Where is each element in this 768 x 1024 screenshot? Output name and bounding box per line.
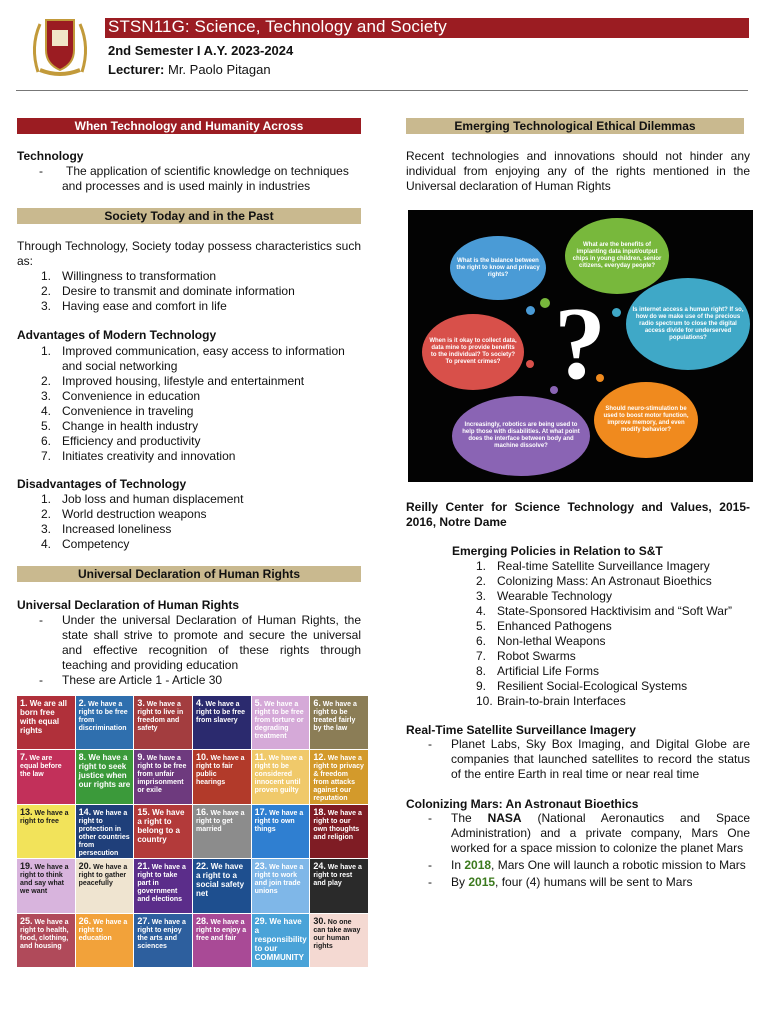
mars-1-text: (National Aeronautics and Space Administration) and a private company, Mars One worked for a space mission to colonize the planet Mars bbox=[451, 811, 750, 855]
university-logo bbox=[28, 12, 92, 80]
human-right-tile bbox=[252, 696, 310, 749]
reilly-center-credit: Reilly Center for Science Technology and Values, 2015-2016, Notre Dame bbox=[406, 500, 750, 529]
article-number: 20. bbox=[78, 861, 92, 872]
disadvantage-item-text: Increased loneliness bbox=[62, 522, 172, 536]
human-right-tile bbox=[17, 805, 75, 858]
article-number: 16. bbox=[196, 806, 209, 817]
policy-item-text: Resilient Social-Ecological Systems bbox=[497, 679, 688, 693]
list-number: 3. bbox=[41, 299, 52, 313]
article-text: We have a right to be treated fairly by the law bbox=[313, 701, 357, 732]
policy-item-text: Enhanced Pathogens bbox=[497, 619, 612, 633]
udhr-point-text: Under the universal Declaration of Human Rights, the state shall strive to promote and secure the universal and effective recognition of these rights through teaching and providing education bbox=[62, 613, 361, 672]
human-rights-grid bbox=[17, 696, 368, 967]
article-text: We have a right to belong to a country bbox=[137, 807, 185, 844]
characteristic-item-text: Having ease and comfort in life bbox=[62, 299, 227, 313]
list-number: 5. bbox=[476, 619, 487, 633]
advantage-item-text: Change in health industry bbox=[62, 419, 199, 433]
advantage-item bbox=[17, 374, 363, 389]
udhr-points bbox=[17, 613, 361, 688]
list-number: 1. bbox=[476, 559, 487, 573]
article-number: 21. bbox=[137, 861, 150, 872]
disadvantage-item bbox=[17, 492, 363, 507]
advantage-item bbox=[17, 449, 363, 464]
characteristic-item bbox=[17, 284, 363, 299]
rtssi-point: - Planet Labs, Sky Box Imaging, and Digital Globe are companies that launched satellites to record the status of the entire Earth in real time or near real time bbox=[428, 737, 750, 781]
article-number: 23. bbox=[254, 861, 268, 872]
article-text: We have a right to a social safety net bbox=[196, 862, 245, 899]
bubble bbox=[540, 298, 550, 308]
human-right-tile bbox=[134, 859, 192, 912]
human-right-tile bbox=[134, 696, 192, 749]
udhr-point: - These are Article 1 - Article 30 bbox=[39, 673, 223, 687]
policy-item-text: Artificial Life Forms bbox=[497, 664, 600, 678]
mars-3-prefix: By bbox=[451, 875, 469, 889]
question-mark: ? bbox=[554, 286, 606, 401]
article-number: 27. bbox=[137, 915, 150, 926]
policies-heading: Emerging Policies in Relation to S&T bbox=[452, 544, 663, 558]
article-text: We have a right to our own thoughts and religion bbox=[313, 809, 362, 841]
advantage-item-text: Improved communication, easy access to information and social networking bbox=[62, 344, 345, 373]
article-number: 9. bbox=[137, 752, 145, 763]
human-right-tile bbox=[252, 859, 310, 912]
thought-cloud: When is it okay to collect data, data mine to provide benefits to the individual? To society? To prevent crimes? bbox=[422, 314, 524, 390]
article-text: We have a right to be considered innocent until proven guilty bbox=[254, 755, 303, 795]
article-number: 26. bbox=[78, 915, 92, 926]
advantages-heading: Advantages of Modern Technology bbox=[17, 328, 217, 342]
human-right-tile bbox=[310, 914, 368, 967]
article-number: 15. bbox=[137, 806, 150, 817]
section-band-society: Society Today and in the Past bbox=[17, 208, 361, 224]
mars-2-prefix: In bbox=[451, 858, 465, 872]
article-text: We are equal before the law bbox=[20, 755, 62, 779]
lecturer-line bbox=[108, 62, 271, 77]
list-number: 2. bbox=[476, 574, 487, 588]
article-number: 19. bbox=[20, 861, 33, 872]
list-number: 1. bbox=[41, 492, 52, 506]
human-right-tile bbox=[193, 859, 251, 912]
human-right-tile bbox=[193, 696, 251, 749]
article-text: We have a right to rest and play bbox=[313, 864, 362, 888]
list-number: 7. bbox=[476, 649, 487, 663]
characteristics-list bbox=[17, 269, 363, 314]
policy-item-text: Wearable Technology bbox=[497, 589, 612, 603]
human-right-tile bbox=[193, 914, 251, 967]
human-right-tile bbox=[252, 914, 310, 967]
mars-1-prefix: The bbox=[451, 811, 488, 825]
human-right-tile bbox=[310, 859, 368, 912]
policy-item-text: State-Sponsored Hacktivisim and “Soft War” bbox=[497, 604, 732, 618]
human-right-tile bbox=[134, 914, 192, 967]
article-number: 30. bbox=[313, 915, 326, 926]
human-right-tile bbox=[76, 750, 134, 803]
article-number: 10. bbox=[196, 752, 209, 763]
lecturer-label: Lecturer: bbox=[108, 62, 165, 77]
list-number: 3. bbox=[476, 589, 487, 603]
policy-item-text: Robot Swarms bbox=[497, 649, 576, 663]
article-number: 28. bbox=[196, 915, 209, 926]
article-text: We have a right to health, food, clothing, and housing bbox=[20, 918, 69, 950]
society-intro: Through Technology, Society today possess characteristics such as: bbox=[17, 239, 361, 268]
section-band-technology-humanity: When Technology and Humanity Across bbox=[17, 118, 361, 134]
article-text: We have a right to be free from torture or degrading treatment bbox=[254, 701, 304, 740]
article-text: We are all born free with equal rights bbox=[20, 699, 67, 735]
article-text: We have a responsibility to our COMMUNITY bbox=[254, 916, 307, 962]
article-number: 2. bbox=[78, 698, 87, 708]
article-text: We have a right to protection in other countries from persecution bbox=[78, 809, 130, 857]
list-number: 2. bbox=[41, 284, 52, 298]
human-right-tile bbox=[193, 805, 251, 858]
article-text: We have a right to work and join trade unions bbox=[254, 864, 304, 896]
list-number: 2. bbox=[41, 374, 52, 388]
article-number: 3. bbox=[137, 698, 145, 708]
mars-3-text: , four (4) humans will be sent to Mars bbox=[495, 875, 693, 889]
human-right-tile bbox=[310, 805, 368, 858]
page-title: STSN11G: Science, Technology and Society bbox=[108, 17, 447, 36]
article-number: 29. bbox=[254, 915, 268, 926]
list-number: 7. bbox=[41, 449, 52, 463]
disadvantage-item bbox=[17, 522, 363, 537]
advantage-item-text: Improved housing, lifestyle and entertainment bbox=[62, 374, 305, 388]
list-number: 4. bbox=[476, 604, 487, 618]
article-number: 14. bbox=[78, 806, 92, 817]
ethical-dilemmas-image bbox=[408, 210, 753, 482]
header-divider bbox=[16, 90, 748, 91]
technology-heading: Technology bbox=[17, 149, 84, 163]
policy-item bbox=[452, 679, 752, 694]
advantage-item-text: Initiates creativity and innovation bbox=[62, 449, 236, 463]
characteristic-item bbox=[17, 299, 363, 314]
human-right-tile bbox=[134, 805, 192, 858]
list-number: 2. bbox=[41, 507, 52, 521]
disadvantages-list bbox=[17, 492, 363, 552]
thought-cloud: Is internet access a human right? If so, how do we make use of the precious radio spectrum to close the digital access divide for underserved populations? bbox=[626, 278, 750, 370]
human-right-tile bbox=[76, 805, 134, 858]
article-text: We have a right to be free from unfair imprisonment or exile bbox=[137, 755, 187, 795]
list-number: 3. bbox=[41, 522, 52, 536]
article-number: 11. bbox=[254, 752, 267, 763]
list-number: 6. bbox=[476, 634, 487, 648]
policies-list bbox=[452, 559, 752, 709]
article-number: 13. bbox=[20, 806, 33, 817]
advantage-item bbox=[17, 434, 363, 449]
human-right-tile bbox=[252, 805, 310, 858]
list-number: 3. bbox=[41, 389, 52, 403]
policy-item-text: Real-time Satellite Surveillance Imagery bbox=[497, 559, 710, 573]
list-number: 1. bbox=[41, 269, 52, 283]
policy-item bbox=[452, 664, 752, 679]
policy-item bbox=[452, 694, 752, 709]
mars-points: - The NASA (National Aeronautics and Space Administration) and a private company, Mars One worked for a space mission to colonize the planet Mars - In 2018, Mars One will launch a robotic mission to Mars - By 2015, four (4) humans will be sent to Mars bbox=[428, 811, 750, 889]
advantage-item-text: Convenience in traveling bbox=[62, 404, 194, 418]
article-text: We have a right to gather peacefully bbox=[78, 864, 128, 888]
advantage-item bbox=[17, 419, 363, 434]
advantage-item-text: Efficiency and productivity bbox=[62, 434, 201, 448]
bubble bbox=[526, 360, 534, 368]
thought-cloud: What is the balance between the right to know and privacy rights? bbox=[450, 236, 546, 300]
article-text: We have a right to enjoy a free and fair bbox=[196, 918, 247, 942]
article-number: 18. bbox=[313, 806, 326, 817]
article-number: 7. bbox=[20, 752, 28, 763]
disadvantage-item-text: World destruction weapons bbox=[62, 507, 207, 521]
human-right-tile bbox=[252, 750, 310, 803]
human-right-tile bbox=[310, 696, 368, 749]
bubble bbox=[612, 308, 621, 317]
advantage-item bbox=[17, 404, 363, 419]
nasa-label: NASA bbox=[487, 811, 522, 825]
article-text: We have a right to enjoy the arts and sciences bbox=[137, 918, 186, 950]
human-right-tile bbox=[76, 859, 134, 912]
thought-cloud: What are the benefits of implanting data input/output chips in young children, senior citizens, everyday people? bbox=[565, 218, 669, 294]
article-text: We have a right to privacy & freedom from attacks against our reputation bbox=[313, 755, 364, 803]
article-text: We have a right to education bbox=[78, 918, 128, 942]
technology-definition-text: The application of scientific knowledge on techniques and processes and is used mainly in industries bbox=[62, 164, 349, 193]
disadvantages-heading: Disadvantages of Technology bbox=[17, 477, 187, 491]
rtssi-text: Planet Labs, Sky Box Imaging, and Digital Globe are companies that launched satellites to record the status of the entire Earth in real time or near real time bbox=[451, 737, 750, 781]
human-right-tile bbox=[310, 750, 368, 803]
advantage-item bbox=[17, 389, 363, 404]
policy-item bbox=[452, 619, 752, 634]
year-2018: 2018 bbox=[464, 858, 492, 872]
article-text: We have a right to seek justice when our rights are bbox=[78, 753, 131, 790]
article-number: 6. bbox=[313, 698, 321, 708]
article-text: We have a right to be free from discrimination bbox=[78, 701, 128, 732]
mars-2-text: , Mars One will launch a robotic mission to Mars bbox=[491, 858, 746, 872]
article-text: We have a right to free bbox=[20, 809, 69, 825]
section-band-udhr: Universal Declaration of Human Rights bbox=[17, 566, 361, 582]
article-text: We have a right to be free from slavery bbox=[196, 701, 246, 724]
characteristic-item-text: Desire to transmit and dominate information bbox=[62, 284, 295, 298]
article-number: 4. bbox=[196, 698, 204, 708]
article-number: 17. bbox=[254, 806, 268, 817]
article-text: We have a right to take part in government and elections bbox=[137, 864, 186, 904]
article-text: We have a right to live in freedom and safety bbox=[137, 701, 184, 732]
article-text: We have a right to fair public hearings bbox=[196, 755, 245, 787]
mars-heading: Colonizing Mars: An Astronaut Bioethics bbox=[406, 797, 639, 811]
list-number: 4. bbox=[41, 537, 52, 551]
lecturer-name: Mr. Paolo Pitagan bbox=[167, 62, 271, 77]
disadvantage-item-text: Job loss and human displacement bbox=[62, 492, 244, 506]
list-number: 8. bbox=[476, 664, 487, 678]
human-right-tile bbox=[76, 914, 134, 967]
article-number: 25. bbox=[20, 915, 33, 926]
list-number: 4. bbox=[41, 404, 52, 418]
article-number: 8. bbox=[78, 752, 87, 763]
disadvantage-item bbox=[17, 537, 363, 552]
article-text: We have a right to get married bbox=[196, 809, 245, 833]
thought-cloud: Should neuro-stimulation be used to boost motor function, improve memory, and even modify behavior? bbox=[594, 382, 698, 458]
human-right-tile bbox=[17, 914, 75, 967]
characteristic-item-text: Willingness to transformation bbox=[62, 269, 217, 283]
policy-item bbox=[452, 589, 752, 604]
advantage-item bbox=[17, 344, 363, 374]
list-number: 1. bbox=[41, 344, 52, 358]
disadvantage-item-text: Competency bbox=[62, 537, 130, 551]
semester-label: 2nd Semester I A.Y. 2023-2024 bbox=[108, 43, 294, 58]
technology-definition: - The application of scientific knowledge on techniques and processes and is used mainly in industries bbox=[39, 164, 349, 193]
policy-item bbox=[452, 559, 752, 574]
udhr-point-text: These are Article 1 - Article 30 bbox=[62, 673, 223, 687]
advantage-item-text: Convenience in education bbox=[62, 389, 201, 403]
characteristic-item bbox=[17, 269, 363, 284]
article-number: 12. bbox=[313, 752, 326, 763]
policy-item-text: Brain-to-brain Interfaces bbox=[497, 694, 626, 708]
article-number: 1. bbox=[20, 698, 28, 708]
policy-item-text: Colonizing Mass: An Astronaut Bioethics bbox=[497, 574, 712, 588]
policy-item bbox=[452, 574, 752, 589]
human-right-tile bbox=[134, 750, 192, 803]
disadvantage-item bbox=[17, 507, 363, 522]
udhr-heading: Universal Declaration of Human Rights bbox=[17, 598, 240, 612]
bubble bbox=[526, 306, 535, 315]
list-number: 5. bbox=[41, 419, 52, 433]
list-number: 9. bbox=[476, 679, 487, 693]
advantages-list bbox=[17, 344, 363, 464]
human-right-tile bbox=[193, 750, 251, 803]
section-band-ethical-dilemmas: Emerging Technological Ethical Dilemmas bbox=[406, 118, 744, 134]
list-number: 6. bbox=[41, 434, 52, 448]
policy-item bbox=[452, 634, 752, 649]
human-right-tile bbox=[76, 696, 134, 749]
thought-cloud: Increasingly, robotics are being used to help those with disabilities. At what point does the interface between body and machine dissolve? bbox=[452, 396, 590, 476]
list-number: 10. bbox=[476, 694, 493, 708]
rtssi-heading: Real-Time Satellite Surveillance Imagery bbox=[406, 723, 636, 737]
dilemmas-intro: Recent technologies and innovations should not hinder any individual from enjoying any of the rights mentioned in the Universal declaration of Human Rights bbox=[406, 149, 750, 193]
article-number: 22. bbox=[196, 861, 209, 872]
article-text: We have a right to own things bbox=[254, 809, 304, 833]
article-text: No one can take away our human rights bbox=[313, 918, 361, 950]
human-right-tile bbox=[17, 859, 75, 912]
policy-item bbox=[452, 604, 752, 619]
udhr-point: - Under the universal Declaration of Human Rights, the state shall strive to promote and secure the universal and effective recognition of these rights through teaching and providing education bbox=[39, 613, 361, 672]
article-number: 24. bbox=[313, 861, 326, 872]
policy-item bbox=[452, 649, 752, 664]
policy-item-text: Non-lethal Weapons bbox=[497, 634, 606, 648]
article-text: We have a right to think and say what we want bbox=[20, 864, 69, 896]
article-number: 5. bbox=[254, 698, 263, 708]
human-right-tile bbox=[17, 696, 75, 749]
year-2015: 2015 bbox=[468, 875, 496, 889]
human-right-tile bbox=[17, 750, 75, 803]
